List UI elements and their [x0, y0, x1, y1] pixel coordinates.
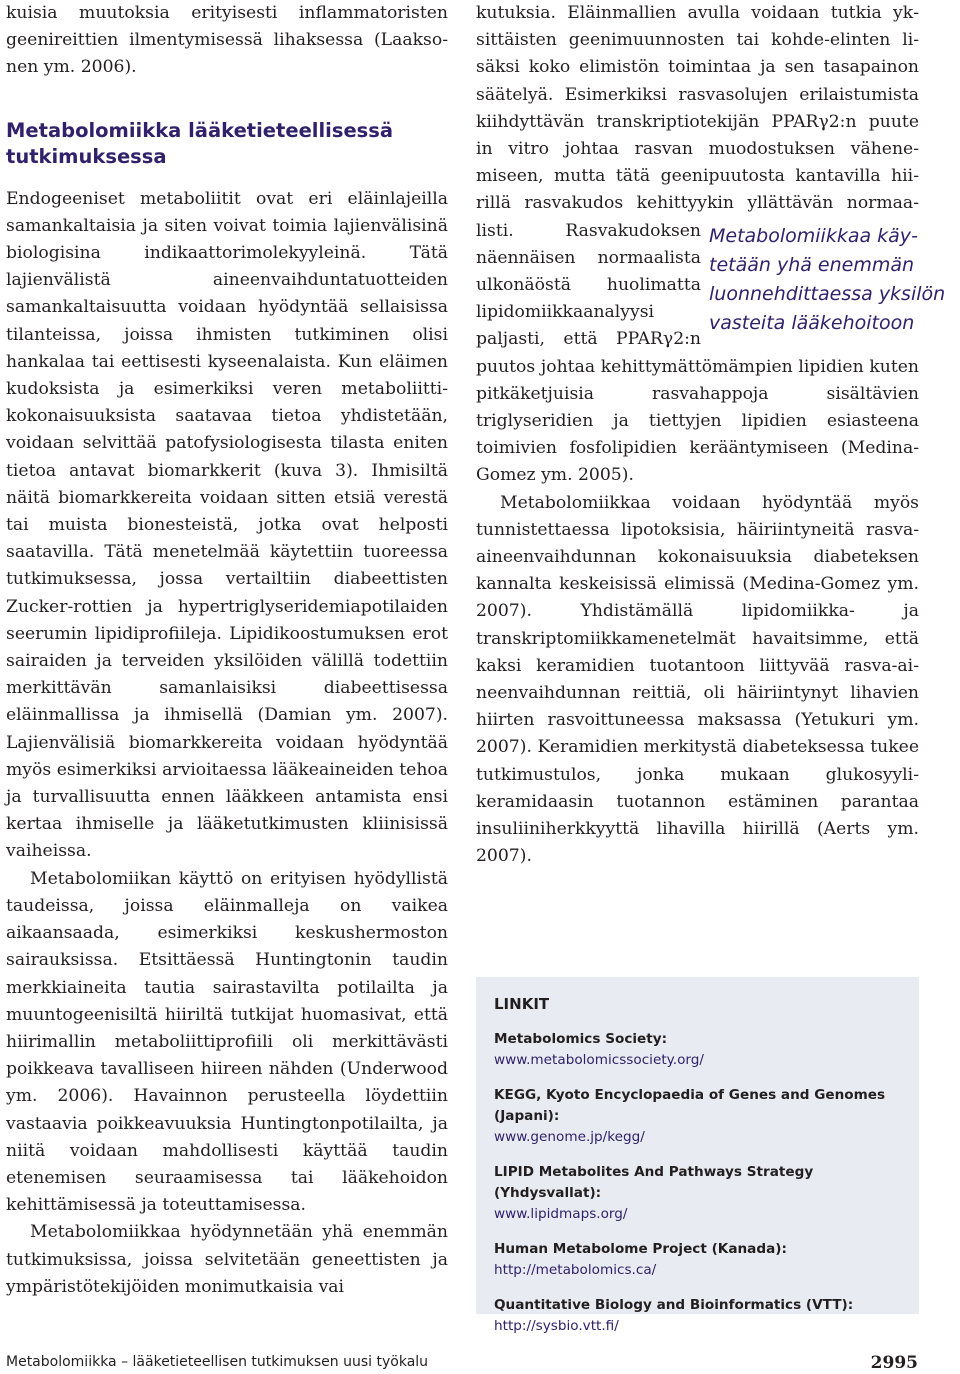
link-name: Quantitative Biology and Bioinformatics (VTT):	[494, 1297, 854, 1313]
right-column	[476, 0, 946, 871]
paragraph-text: Rasvakudoksen näennäisen normaalista ulkonäöstä huolimatta lipidomiikkaanalyysi paljasti, että PPARγ2:n puutos johtaa kehittymättömämpien lipidien kuten pitkäketjuisia rasvahappoja sisältävien triglyseridien ja tiettyjen lipidien esiasteena toimivien fosfolipidien kerääntymiseen (Medina-Gomez ym. 2005).	[476, 220, 919, 486]
paragraph-text: kutuksia. Eläinmallien avulla voidaan tutkia yksittäisten geenimuunnosten tai kohde-elinten lisäksi koko elimistön toimintaa ja sen tasapainon säätelyä. Esimerkiksi rasvasolujen erilaistumista kiihdyttävän transkriptiotekijän PPARγ2:n puute in vitro johtaa rasvan muodostuksen vähenemiseen, mutta tätä geenipuutosta kantavilla hiirillä rasvakudos kehittyykin yllättävän normaalisti.	[476, 3, 919, 241]
link-name: KEGG, Kyoto Encyclopaedia of Genes and Genomes (Japani):	[494, 1087, 886, 1124]
link-item	[494, 1029, 901, 1071]
left-column	[6, 0, 448, 1301]
pull-quote: Metabolomiikkaa käytetään yhä enemmän luonnehdittaessa yksilön vasteita lääkehoitoon	[709, 224, 946, 334]
paragraph	[476, 0, 946, 490]
link-item	[494, 1162, 901, 1225]
links-title: LINKIT	[494, 995, 550, 1013]
link-name: LIPID Metabolites And Pathways Strategy (Yhdysvallat):	[494, 1164, 814, 1201]
link-url[interactable]: www.lipidmaps.org/	[494, 1206, 628, 1222]
link-name: Human Metabolome Project (Kanada):	[494, 1241, 787, 1257]
link-item	[494, 1085, 901, 1148]
link-url[interactable]: www.genome.jp/kegg/	[494, 1129, 645, 1145]
paragraph: kuisia muutoksia erityisesti inflammatoristen geenireittien ilmentymisessä lihaksessa (Laaksonen ym. 2006).	[6, 3, 448, 78]
section-heading: Metabolomiikka lääketieteellisessä tutkimuksessa	[6, 118, 394, 168]
paragraph: Metabolomiikan käyttö on erityisen hyödyllistä taudeissa, joissa eläinmalleja on vaikea aikaansaada, esimerkiksi keskushermoston sairauksissa. Etsittäessä Huntingtonin taudin merkkiaineita tautia sairastavilta potilailta ja muuntogeenisiltä hiiriltä tutkijat huomasivat, että hiirimallin metaboliittiprofiili oli merkittävästi poikkeava tavalliseen hiireen nähden (Underwood ym. 2006). Havainnon perusteella löydettiin vastaavia poikkeavuuksia Huntingtonpotilailta, ja niitä voidaan mahdollisesti käyttää taudin etenemisen seuraamisessa tai lääkehoidon kehittämisessä ja toteuttamisessa.	[6, 868, 448, 1216]
link-item	[494, 1295, 901, 1337]
link-item	[494, 1239, 901, 1281]
link-name: Metabolomics Society:	[494, 1031, 668, 1047]
running-footer-title: Metabolomiikka – lääketieteellisen tutkimuksen uusi työkalu	[6, 1354, 429, 1370]
link-url[interactable]: http://metabolomics.ca/	[494, 1262, 657, 1278]
paragraph: Metabolomiikkaa voidaan hyödyntää myös tunnistettaessa lipotoksisia, häiriintyneitä rasva-aineenvaihdunnan kokonaisuuksia diabeteksen kannalta keskeisissä elimissä (Medina-Gomez ym. 2007). Yhdistämällä lipidomiikka- ja transkriptomiikkamenetelmät havaitsimme, että kaksi keramidien tuotantoon liittyvää rasva-aineenvaihdunnan reittiä, oli häiriintynyt lihavien hiirten rasvoittuneessa maksassa (Yetukuri ym. 2007). Keramidien merkitystä diabeteksessa tukee tutkimustulos, jonka mukaan glukosyylikeramidaasin tuotannon estäminen parantaa insuliiniherkkyyttä lihavilla hiirillä (Aerts ym. 2007).	[476, 492, 919, 867]
page-number: 2995	[870, 1353, 918, 1373]
paragraph: Endogeeniset metaboliitit ovat eri eläinlajeilla samankaltaisia ja siten voivat toimia lajienvälisinä biologisina indikaattorimolekyyleinä. Tätä lajienvälistä aineenvaihduntatuotteiden samankaltaisuutta voidaan hyödyntää sellaisissa tilanteissa, joissa ihmisten tutkiminen olisi hankalaa tai eettisesti kyseenalaista. Kun eläimen kudoksista ja esimerkiksi veren metaboliittikokonaisuuksista saatavaa tietoa yhdistetään, voidaan selvittää patofysiologisesta tilasta eniten tietoa antavat biomarkkerit (kuva 3). Ihmisiltä näitä biomarkkereita voidaan sitten etsiä verestä tai muista bionesteistä, jotka ovat helposti saatavilla. Tätä menetelmää käytettiin tuoreessa tutkimuksessa, jossa vertailtiin diabeettisten Zucker-rottien ja hypertriglyseridemiapotilaiden seerumin lipidiprofiileja. Lipidikoostumuksen erot sairaiden ja terveiden yksilöiden välillä todettiin merkittävän samanlaisiksi diabeettisessa eläinmallissa ja ihmisellä (Damian ym. 2007). Lajienvälisiä biomarkkereita voidaan hyödyntää myös esimerkiksi arvioitaessa lääkeaineiden tehoa ja turvallisuutta ennen lääkkeen antamista ensi kertaa ihmiselle ja lääketutkimusten kliinisissä vaiheissa.	[6, 188, 448, 862]
links-box	[476, 977, 919, 1334]
paragraph: Metabolomiikkaa hyödynnetään yhä enemmän tutkimuksissa, joissa selvitetään geneettisten ja ympäristötekijöiden monimutkaisia vai	[6, 1222, 448, 1297]
link-url[interactable]: www.metabolomicssociety.org/	[494, 1052, 704, 1068]
link-url[interactable]: http://sysbio.vtt.fi/	[494, 1318, 619, 1334]
